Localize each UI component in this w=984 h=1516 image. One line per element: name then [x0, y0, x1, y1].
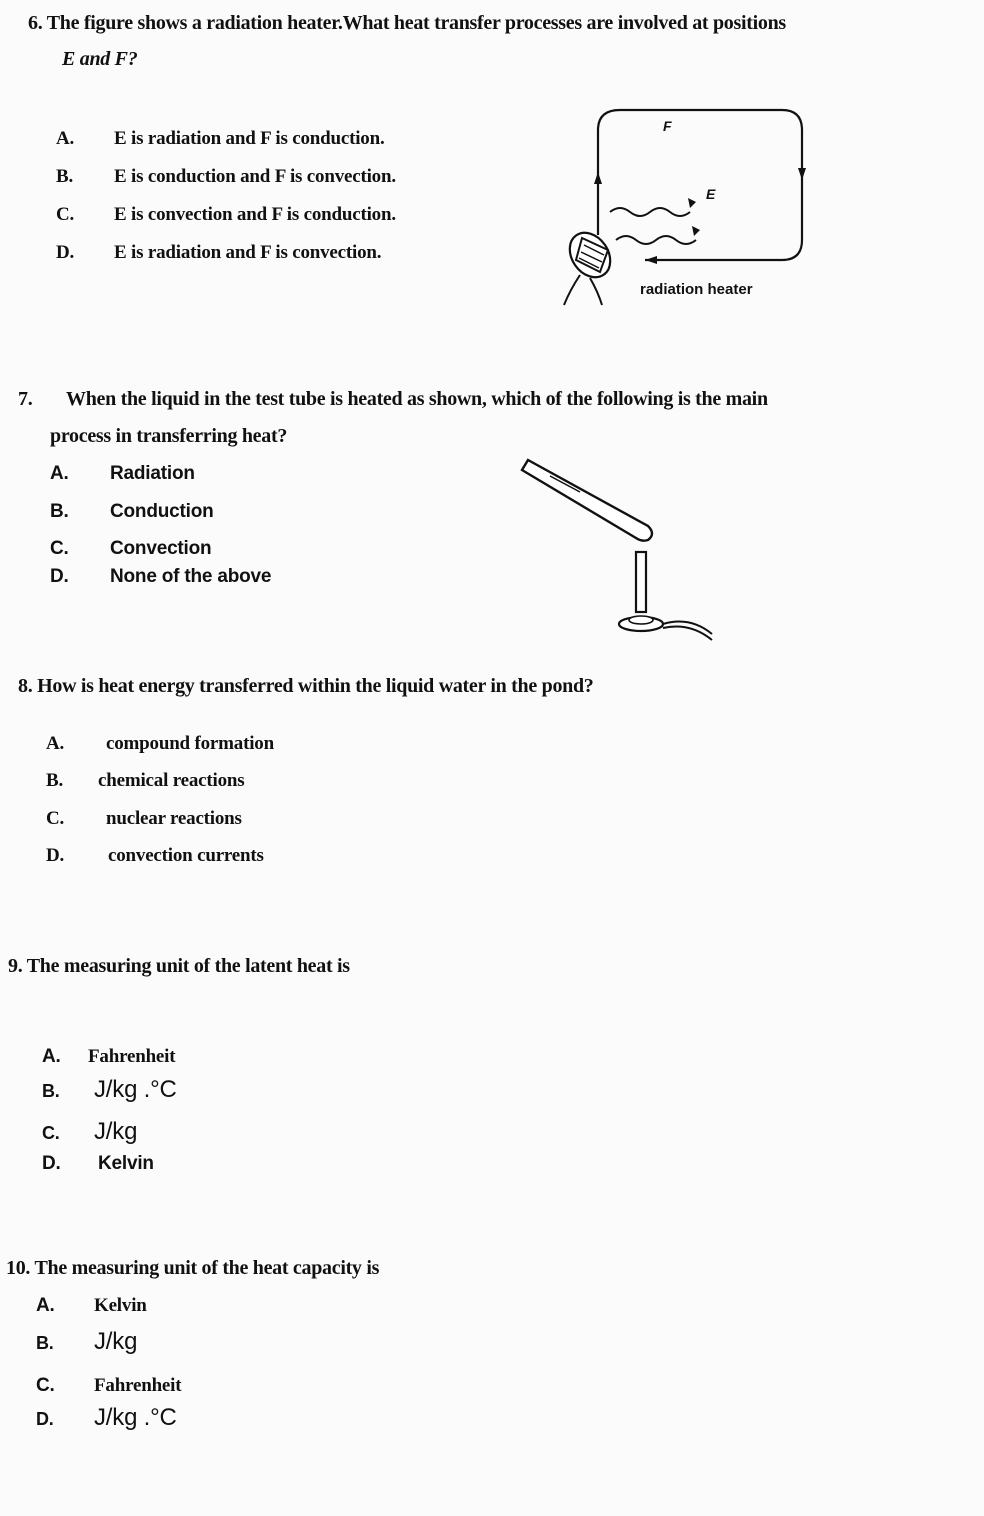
option-text: Fahrenheit — [94, 1375, 182, 1396]
question-6-text: The figure shows a radiation heater. — [46, 12, 343, 34]
question-10-number: 10. — [6, 1257, 31, 1279]
convection-loop-line — [598, 110, 802, 260]
option-text: J/kg — [94, 1118, 138, 1145]
option-text: E is conduction and F is convection. — [114, 166, 396, 187]
option-letter: A. — [36, 1295, 55, 1316]
question-9-option-d[interactable] — [42, 1153, 154, 1175]
question-8-option-b[interactable] — [46, 770, 244, 792]
arrow-right-icon — [688, 198, 696, 208]
option-letter: B. — [50, 501, 69, 522]
question-8-option-d[interactable] — [46, 845, 264, 867]
label-f: F — [663, 118, 672, 134]
question-10-text: The measuring unit of the heat capacity is — [34, 1257, 380, 1279]
option-letter: D. — [56, 242, 75, 263]
option-letter: D. — [46, 845, 65, 866]
option-text: Radiation — [110, 463, 195, 484]
question-9-stem — [8, 955, 350, 978]
question-8-option-c[interactable] — [46, 808, 242, 830]
question-7-option-a[interactable] — [50, 463, 195, 485]
question-9-number: 9. — [8, 955, 23, 977]
option-letter: C. — [56, 204, 75, 225]
bunsen-burner-icon — [619, 552, 712, 640]
arrow-right-icon — [692, 226, 700, 236]
question-6-option-c[interactable] — [56, 204, 396, 226]
question-6-number: 6. — [28, 12, 43, 34]
question-9-text: The measuring unit of the latent heat is — [26, 955, 350, 977]
option-text: E is convection and F is conduction. — [114, 204, 396, 225]
option-letter: A. — [50, 463, 69, 484]
option-text: Convection — [110, 538, 212, 559]
option-text: compound formation — [106, 733, 274, 754]
question-9-option-c[interactable] — [42, 1118, 137, 1146]
arrow-left-icon — [645, 256, 657, 264]
question-7-text-2: process in transferring heat? — [50, 425, 288, 447]
arrow-down-icon — [798, 168, 806, 180]
option-text: E is radiation and F is conduction. — [114, 128, 385, 149]
option-text: Kelvin — [94, 1295, 147, 1316]
question-6-option-d[interactable] — [56, 242, 381, 264]
question-6-text-2: What heat transfer processes are involved at positions — [342, 12, 786, 34]
option-letter: A. — [42, 1046, 61, 1067]
option-letter: D. — [50, 566, 69, 587]
question-7-number: 7. — [18, 388, 33, 410]
question-6-text-3: E and F? — [62, 48, 138, 70]
option-text: Conduction — [110, 501, 214, 522]
option-text: J/kg .°C — [94, 1404, 177, 1431]
option-letter: D. — [36, 1409, 54, 1429]
radiation-wave-icon — [616, 236, 696, 244]
question-8-option-a[interactable] — [46, 733, 274, 755]
question-7-text: When the liquid in the test tube is heated as shown, which of the following is the main — [66, 388, 768, 410]
test-tube-diagram — [520, 448, 720, 648]
option-text: E is radiation and F is convection. — [114, 242, 382, 263]
question-7-option-c[interactable] — [50, 538, 211, 560]
question-7-option-b[interactable] — [50, 501, 214, 523]
heater-icon — [561, 225, 618, 305]
arrow-up-icon — [594, 172, 602, 184]
option-letter: B. — [46, 770, 64, 791]
option-letter: A. — [56, 128, 75, 149]
option-letter: B. — [56, 166, 74, 187]
option-text: None of the above — [110, 566, 272, 587]
option-letter: C. — [50, 538, 69, 559]
question-9-option-a[interactable] — [42, 1046, 175, 1068]
question-6-option-a[interactable] — [56, 128, 385, 150]
option-text: nuclear reactions — [106, 808, 242, 829]
question-9-option-b[interactable] — [42, 1076, 177, 1104]
question-10-option-d[interactable] — [36, 1404, 177, 1432]
option-text: J/kg — [94, 1328, 138, 1355]
question-8-text: How is heat energy transferred within the liquid water in the pond? — [37, 675, 594, 697]
question-10-option-c[interactable] — [36, 1375, 181, 1397]
test-tube-icon — [522, 460, 652, 541]
question-10-option-a[interactable] — [36, 1295, 147, 1317]
question-6-stem — [28, 12, 786, 35]
option-letter: C. — [46, 808, 65, 829]
question-8-number: 8. — [18, 675, 33, 697]
option-letter: A. — [46, 733, 65, 754]
question-6-option-b[interactable] — [56, 166, 396, 188]
label-e: E — [706, 186, 716, 202]
option-letter: B. — [42, 1081, 60, 1101]
question-10-stem — [6, 1257, 379, 1280]
option-letter: C. — [36, 1375, 55, 1396]
option-text: Kelvin — [98, 1153, 154, 1174]
heater-caption: radiation heater — [640, 281, 753, 298]
option-text: chemical reactions — [98, 770, 245, 791]
option-letter: C. — [42, 1123, 60, 1143]
option-letter: B. — [36, 1333, 54, 1353]
option-letter: D. — [42, 1153, 61, 1174]
question-7-stem — [18, 388, 768, 411]
radiation-wave-icon — [610, 208, 690, 216]
question-8-stem — [18, 675, 594, 698]
option-text: J/kg .°C — [94, 1076, 177, 1103]
option-text: Fahrenheit — [88, 1046, 176, 1067]
question-7-option-d[interactable] — [50, 566, 271, 588]
option-text: convection currents — [108, 845, 264, 866]
question-10-option-b[interactable] — [36, 1328, 137, 1356]
